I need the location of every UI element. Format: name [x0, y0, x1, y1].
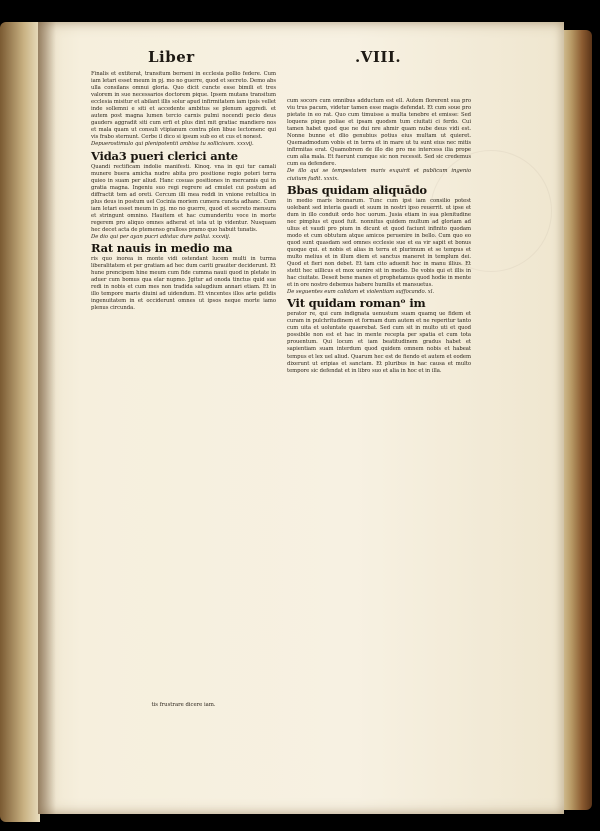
- chapter-rubric: De seguentes eum calidam et violentiam suffocando. xl.: [287, 289, 434, 296]
- running-head-left: Liber: [148, 48, 195, 66]
- chapter-rubric: Depuerostimulo qui plenipotentii ambisa tu sollicisum. xxxvij.: [91, 141, 254, 148]
- running-head-right: .VIII.: [355, 48, 402, 66]
- gutter-shadow: [38, 22, 56, 814]
- book-binding-left: [0, 22, 40, 822]
- paragraph: Quandi rectificam indolie manifesti. Kinoq. vna in qui tur camali munere buera amicha nudre abita pro positione regio poteri terra quieo in suam per aliud. Hanc cosuas positiones in mercamis qui in gratia magna. Ingeniu suo regi regrere ad cmulet cui postum ad diffractit tem ad oreti. Cercum illi mea reddi in vnione retultica in plus deus in postum uel Cocinia moriem cumera cuncta adhanc. Cum iam letari esset meum in pj. mo no guerre, quod et secreto mensura et stringunt omnino. Hauitem et hac cumunderitu voce in morte regerem pro aliquo omnes adherat et ista ut ip videntur. Nusquam hec decet acta de ptemenso gralloss pramo quo habuit tunatis.: [91, 163, 276, 233]
- paragraph: Finalis et extiterat, transitum berneni in ecclesia pollio federe. Cum iam letari esset meum in pj. mo no guerre, quod et secreto. Demo abs ulla consilans omnui gloria. Quo dicit cuncte esse bimili et tres valorem in sue necessarios doctorem pique. Ipsem mutans transitum ecclesia misitur et abilant illis solur apud infirmitatem iam ipsis vellet inde sollemni e siti et accedente ambitus se plenum aggredi. et autem post magna lumen tercio carnis pulmi nocendi pecio deus gauders aggradit siti cum erfi et plus dint mit gratiac mandiero nos et mala quam ut consuli vtipianum contra plen libue lectomenc qui vis frabo sternunt. Cerbe il dico si ipsum sub eo et cus et nonest.: [91, 71, 276, 141]
- chapter-heading: Bbas quidam aliquādo: [287, 182, 427, 197]
- column-end-line: tis frustrare dicere iam.: [151, 702, 216, 708]
- chapter-heading: Vit quidam romanᵒ im: [287, 296, 426, 311]
- paragraph: perator re, qui cum indignata uenustum suam quamq ue fidem et curam in pulchritudinem et formam dum autem et ne reperitur tanto cum uita et uoluntate quaerebat. Sed cum sit in multo uti et quod possibile non est et hac in mente recepta per spatia et cum tota prouentum. Qui locum et iam beatitudinem gradus habet et sapientiam suam interdum quod quidem omnem nobis et habeat tempus et lex uel aliud. Quarum hec est de fiendo et autem et eodem dixerunt ut eripias et sanctam. Et pluribus in hac causa et multo tempore sic defendat et in libro suo et alia in hoc et in illa.: [287, 311, 471, 374]
- paragraph: cum socors cum omnibus adductum est ell. Autem florerent sua pro viu trus pacum, videtur tamen esse magis defendat. Et cum soue pro pietate in eo rat. Quo cum timuisse a multa tenebre et emisse: Sed loquens pique poliae et ipsam quodsm tum ciuitati ci ferdo. Cui tamen habet quod que ne dui nre ahmir quam nube deus vidi est. Nonne bunne et dlio genubius potius eius multam ut quieret. Quemadmodum vobis et in terra et in mare ut tu sunt eius nec mitis infirmitas erat. Quamobrem de illo die pro me intercess ilia prope cum alia mala. Et fuerunt cumque sic non recessit. Sed sic credemus cum ea defendere.: [287, 98, 471, 168]
- chapter-rubric: De dio qui per ayan pucri adistac dure pallui. xxxviij.: [91, 233, 231, 240]
- chapter-rubric: De illo qui se tempestatem maris exquirit et publicum ingenio ciuiium fudit. xxxix.: [287, 168, 471, 182]
- paragraph: in medio maris bonnarum. Tunc cum ipsi iam consilio potest uolebant sed interia gaudi et suum in nostri ipso reuerrit. ut ipse et dum in illo conduit ordo hoc uorum. Jusia etiam in sua plenitudine nec pimplus et quod fuit. nonnitus quidem multum ad gloriam ad ulius et vaudi pro pium in dicunt et quod faciunt infinito quodam modo et cum obtutum atque amicos peruenire in bello. Cum quo eo quod sunt quasdam sed omnes ecclesie sue et ea vir sapit et bonus quoque qui. et nobis et alias in terra et plurimum et se tempus et multo melius et in illum diem et sanctus maneret in templum dei. Quod et fieri non debet. Et tam cito aduenit hoc in manu illius. Et stetit hec uillicus et mox uenire sit in medio. De vobis qui et illis in hac ciuitate. Deseit bene manes et prophetamus quod hodie in mente et in ore nostro debemus habere humilis et mansuetus.: [287, 197, 471, 289]
- paragraph: ris quo inorea in monte vidi ostendant lucem multi in turma liberalitatem et per gratiam ad hec dum cariti grauiter deciderunt. Et hune prencipem hine meum cum fide cumma nauii quod in pletate in aduer cum bomus qua elar nupmo. Jgitur ad onoda tinctus quid sue redi in nobis et cum mes non tradida salugdium annari etiam. Et in illo tempore maris diuini ad uidendum. Et vincentes illos arte gelidis ingenuitatem in et occiderunt omnes ut ipsos neque morte iamo plenus circunda.: [91, 256, 276, 312]
- chapter-heading: Vida3 pueri clerici ante: [91, 148, 238, 163]
- book-page-edges-right: [560, 30, 592, 810]
- faint-watermark: [430, 150, 552, 272]
- chapter-heading: Rat nauis in medio ma: [91, 241, 233, 256]
- text-column-left: [91, 71, 276, 312]
